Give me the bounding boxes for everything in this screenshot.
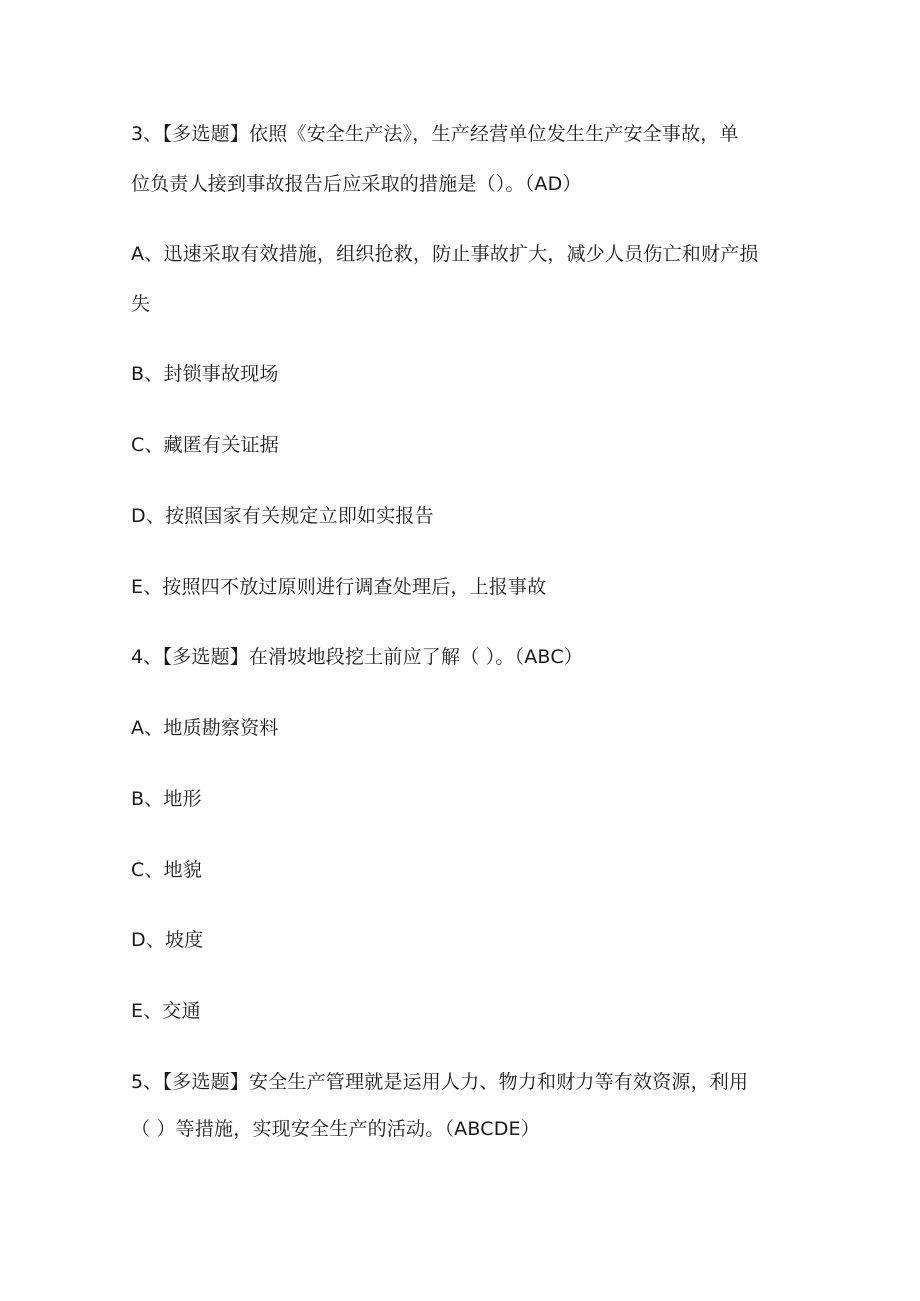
question-3-option-c: C、藏匿有关证据 [131,434,279,456]
question-3-option-a-line-1: A、迅速采取有效措施，组织抢救，防止事故扩大，减少人员伤亡和财产损 [131,243,759,265]
question-3-option-e: E、按照四不放过原则进行调查处理后，上报事故 [131,576,547,598]
question-3-stem-line-2: 位负责人接到事故报告后应采取的措施是（）。（AD） [131,173,582,195]
question-4-option-c: C、地貌 [131,859,203,881]
question-4-option-d: D、坡度 [131,929,204,951]
question-4-option-b: B、地形 [131,788,202,810]
question-3-option-d: D、按照国家有关规定立即如实报告 [131,505,434,527]
question-5-stem-line-2: （ ）等措施，实现安全生产的活动。（ABCDE） [131,1118,540,1140]
question-3-stem-line-1: 3、【多选题】依照《安全生产法》，生产经营单位发生生产安全事故，单 [131,123,739,145]
question-4-option-e: E、交通 [131,1000,201,1022]
question-4-stem: 4、【多选题】在滑坡地段挖土前应了解（ ）。（ABC） [131,646,583,668]
question-3-option-a-line-2: 失 [131,293,151,315]
question-3-option-b: B、封锁事故现场 [131,363,279,385]
question-5-stem-line-1: 5、【多选题】安全生产管理就是运用人力、物力和财力等有效资源，利用 [131,1071,749,1093]
question-4-option-a: A、地质勘察资料 [131,717,279,739]
